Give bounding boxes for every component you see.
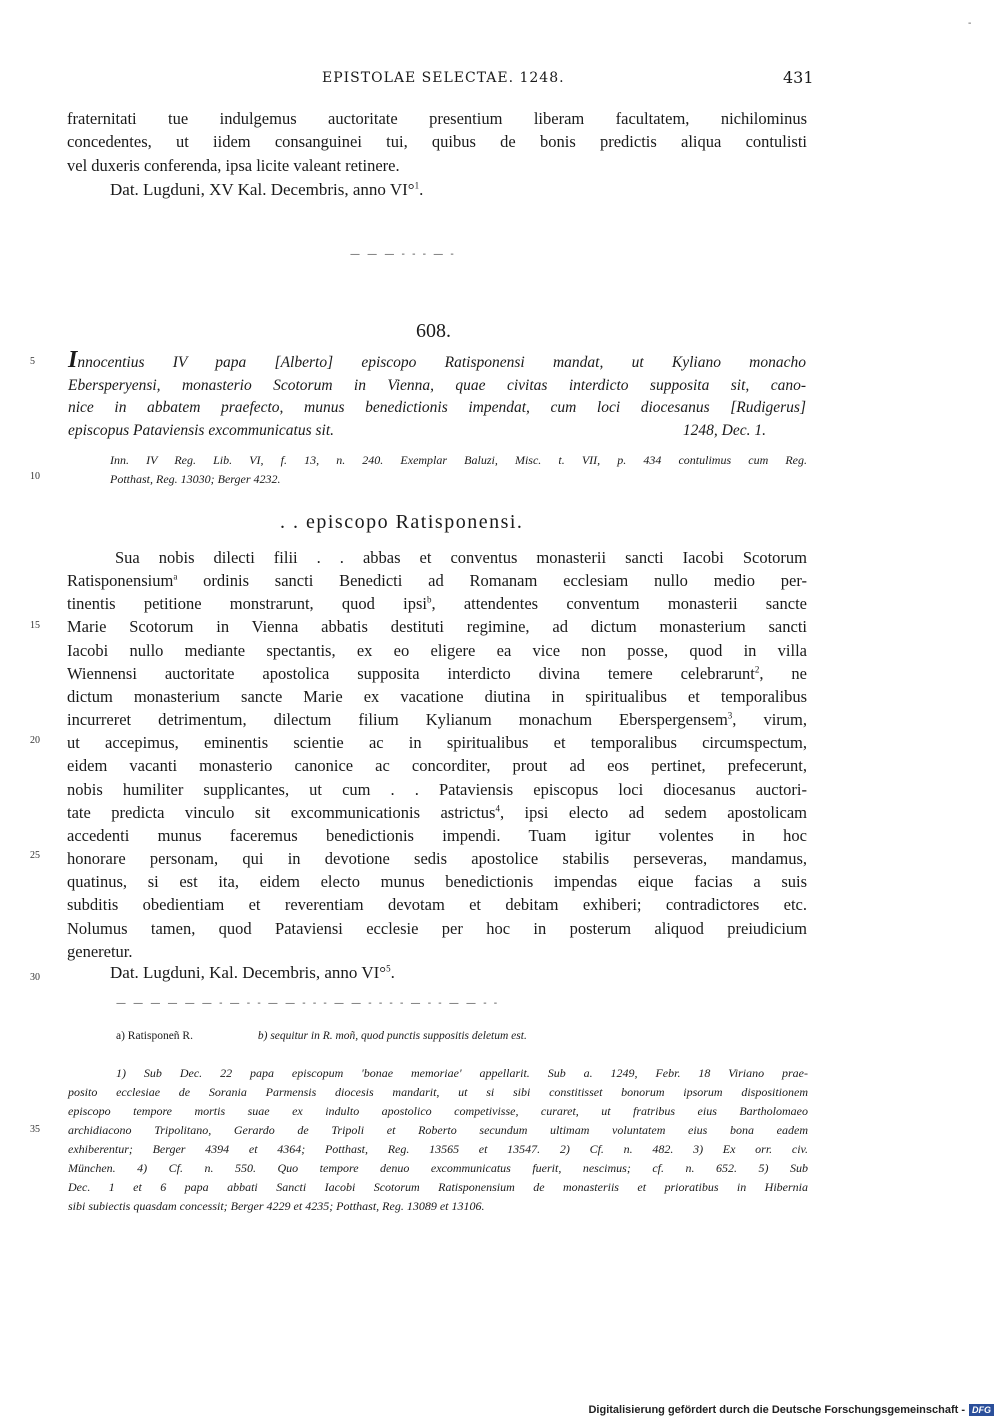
body-line: nobis humiliter supplicantes, ut cum . . Pataviensis episcopus loci diocesanus auctori- bbox=[67, 779, 807, 799]
letter-body bbox=[67, 546, 807, 963]
footnote-line: Dec. 1 et 6 papa abbati Sancti Iacobi Scotorum Ratisponensium de monasteriis et prioratibus in Hibernia bbox=[68, 1180, 808, 1194]
footnotes bbox=[68, 1064, 808, 1216]
footnote-line: episcopo tempore mortis suae ex indulto apostolico competivisse, curaret, ut fratribus eius Bartholomaeo bbox=[68, 1104, 808, 1118]
source-line: Potthast, Reg. 13030; Berger 4232. bbox=[110, 472, 281, 486]
document-number: 608. bbox=[416, 320, 451, 342]
footnote-line: sibi subiectis quasdam concessit; Berger 4229 et 4235; Potthast, Reg. 13089 et 13106. bbox=[68, 1199, 485, 1213]
line-number: 30 bbox=[30, 972, 40, 983]
body-line: eidem vacanti monasterio canonice ac concorditer, prout ad eos pertinet, prefecerunt, bbox=[67, 756, 807, 776]
footnote-line: archidiacono Tripolitano, Gerardo de Tripoli et Roberto secundum ultimam voluntatem eius bona eadem bbox=[68, 1123, 808, 1137]
body-line: dictum monasterium sancte Marie ex vacatione diutina in spiritualibus et temporalibus bbox=[67, 686, 807, 706]
line-number: 5 bbox=[30, 356, 35, 367]
body-line: quatinus, si est ita, eidem electo munus benedictionis impendas eique facias a suis bbox=[67, 872, 807, 892]
body-line: accedenti munus faceremus benedictionis impendi. Tuam igitur volentes in hoc bbox=[67, 825, 807, 845]
body-line: honorare personam, qui in devotione sedis apostolice stabilis perseveras, mandamus, bbox=[67, 849, 807, 869]
dated-line: Dat. Lugduni, XV Kal. Decembris, anno VI° bbox=[110, 180, 415, 199]
corner-mark: - bbox=[968, 18, 972, 29]
initial-letter: I bbox=[68, 347, 78, 373]
previous-letter-text bbox=[67, 107, 807, 177]
line-number: 35 bbox=[30, 1124, 40, 1135]
dated-line: Dat. Lugduni, Kal. Decembris, anno VI° bbox=[110, 963, 387, 982]
separator-rule: — — — — — — - — - - — — - - - — — - - - - — - - — — - - bbox=[116, 998, 500, 1009]
source-note bbox=[110, 451, 807, 489]
regest-text: episcopus Pataviensis excommunicatus sit. bbox=[68, 421, 335, 439]
body-line: tate predicta vinculo sit excommunicationis astrictus$^4$, ipsi electo ad sedem apostolicam bbox=[67, 802, 808, 822]
body-line: Nolumus tamen, quod Pataviensi ecclesie per hoc in posterum aliquod preiudicium bbox=[67, 918, 807, 938]
line-number: 20 bbox=[30, 735, 40, 746]
line-number: 25 bbox=[30, 850, 40, 861]
body-line: Sua nobis dilecti filii . . abbas et conventus monasterii sancti Iacobi Scotorum bbox=[115, 548, 807, 567]
body-line: Ratisponensium$^a$ ordinis sancti Benedicti ad Romanam ecclesiam nullo medio per- bbox=[67, 571, 807, 591]
text-line: fraternitati tue indulgemus auctoritate presentium liberam facultatem, nichilominus bbox=[67, 109, 807, 128]
body-line: Iacobi nullo mediante spectantis, ex eo eligere ea vice non posse, quod in villa bbox=[67, 640, 807, 660]
critical-note-a: a) Ratisponeñ R. bbox=[116, 1030, 193, 1042]
regest bbox=[68, 347, 806, 442]
footnote-ref: 1 bbox=[414, 180, 420, 191]
regest-line bbox=[68, 347, 806, 375]
regest-line: nice in abbatem praefecto, munus benedictionis impendat, cum loci diocesanus [Rudigerus] bbox=[68, 399, 806, 416]
regest-text: nnocentius IV papa [Alberto] episcopo Ratisponensi mandat, ut Kyliano monacho bbox=[77, 354, 806, 371]
regest-date: 1248, Dec. 1. bbox=[682, 421, 766, 439]
footnote-line: München. 4) Cf. n. 550. Quo tempore denuo excommunicatus fuerit, nescimus; cf. n. 652. 5) Sub bbox=[68, 1161, 808, 1175]
line-number: 15 bbox=[30, 620, 40, 631]
running-title: EPISTOLAE SELECTAE. 1248. bbox=[322, 70, 565, 86]
dfg-credit-text: Digitalisierung gefördert durch die Deutsche Forschungsgemeinschaft - bbox=[588, 1404, 965, 1416]
dfg-logo: DFG bbox=[969, 1404, 994, 1416]
line-number: 10 bbox=[30, 471, 40, 482]
footnote-line: exhiberentur; Berger 4394 et 4364; Potthast, Reg. 13565 et 13547. 2) Cf. n. 482. 3) Ex orr. civ. bbox=[68, 1142, 808, 1156]
footnote-line: 1) Sub Dec. 22 papa episcopum 'bonae memoriae' appellarit. Sub a. 1249, Febr. 18 Viriano prae- bbox=[116, 1066, 808, 1080]
text-line: concedentes, ut iidem consanguinei tui, quibus de bonis predictis aliqua contulisti bbox=[67, 132, 807, 152]
regest-line: Ebersperyensi, monasterio Scotorum in Vienna, quae civitas interdicto supposita sit, cano- bbox=[68, 376, 806, 394]
body-line: tinentis petitione monstrarunt, quod ipsi$^b$, attendentes conventum monasterii sancte bbox=[67, 594, 807, 614]
dfg-credit bbox=[588, 1404, 994, 1416]
body-line: ut accepimus, eminentis scientie ac in spiritualibus et temporalibus circumspectum, bbox=[67, 733, 807, 753]
source-line: Inn. IV Reg. Lib. VI, f. 13, n. 240. Exemplar Baluzi, Misc. t. VII, p. 434 contulimus cum Reg. bbox=[110, 453, 807, 467]
body-line: incurreret detrimentum, dilectum filium Kylianum monachum Eberspergensem$^3$, virum, bbox=[67, 710, 807, 730]
regest-line bbox=[68, 420, 806, 443]
page-number: 431 bbox=[783, 68, 814, 87]
letter-address: . . episcopo Ratisponensi. bbox=[280, 511, 524, 533]
previous-letter-dated: Dat. Lugduni, XV Kal. Decembris, anno VI°$^1$. bbox=[110, 180, 424, 199]
footnote-ref: 5 bbox=[386, 963, 391, 974]
body-line: generetur. bbox=[67, 941, 133, 961]
page-header bbox=[0, 70, 1000, 92]
body-line: subditis obedientiam et reverentiam devotam et debitam exhiberi; contradictores etc. bbox=[67, 895, 807, 915]
body-line: Marie Scotorum in Vienna abbatis destituti regimine, ad dictum monasterium sancti bbox=[67, 617, 807, 637]
critical-notes bbox=[116, 1030, 527, 1042]
letter-dated: Dat. Lugduni, Kal. Decembris, anno VI°$^5$. bbox=[110, 963, 395, 982]
text-line: vel duxeris conferenda, ipsa licite valeant retinere. bbox=[67, 155, 400, 175]
separator-rule: — — — - - - — - bbox=[350, 249, 456, 260]
footnote-line: posito ecclesiae de Sorania Parmensis diocesis mandarit, ut si sibi constitisset bonorum ipsorum dispositionem bbox=[68, 1085, 808, 1099]
critical-note-b: b) sequitur in R. moñ, quod punctis suppositis deletum est. bbox=[257, 1030, 527, 1042]
body-line: Wiennensi auctoritate apostolica supposita interdicto divina temere celebrarunt$^2$, ne bbox=[67, 663, 807, 683]
